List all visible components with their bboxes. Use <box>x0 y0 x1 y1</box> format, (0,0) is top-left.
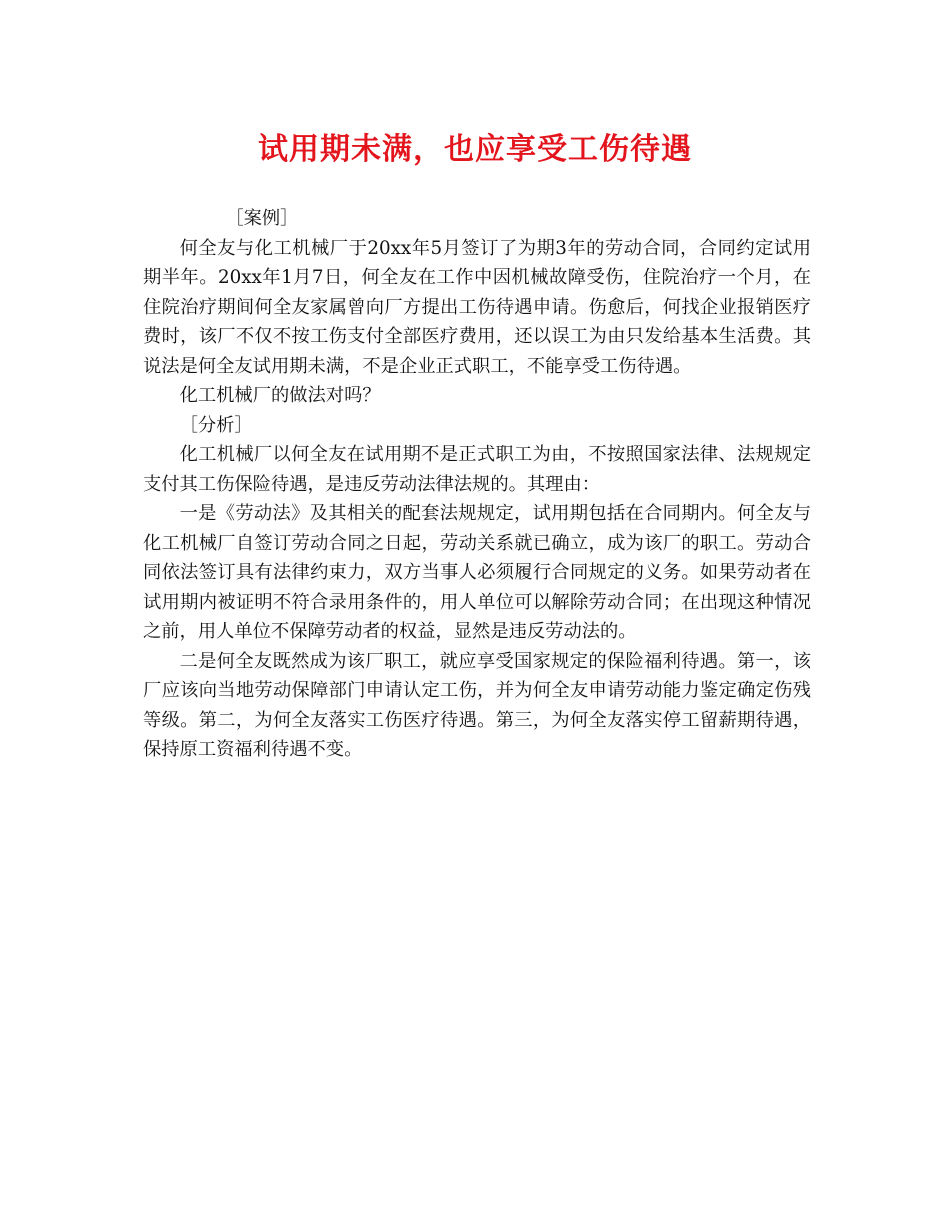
case-heading: ［案例］ <box>225 208 299 229</box>
analysis-heading: ［分析］ <box>179 414 253 436</box>
question-paragraph: 化工机械厂的做法对吗？ <box>179 385 381 406</box>
reason-one-paragraph: 一是《劳动法》及其相关的配套法规规定，试用期包括在合同期内。何全友与化工机械厂自签订劳动合同之日起，劳动关系就已确立，成为该厂的职工。劳动合同依法签订具有法律约束力，双方当事人必须履行合同规定的义务。如果劳动者在试用期内被证明不符合录用条件的，用人单位可以解除劳动合同；在出现这种情况之前，用人单位不保障劳动者的权益，显然是违反劳动法的。 <box>143 503 811 642</box>
document-body <box>143 204 811 765</box>
case-paragraph: 何全友与化工机械厂于20xx年5月签订了为期3年的劳动合同，合同约定试用期半年。20xx年1月7日，何全友在工作中因机械故障受伤，住院治疗一个月，在住院治疗期间何全友家属曾向厂方提出工伤待遇申请。伤愈后，何找企业报销医疗费时，该厂不仅不按工伤支付全部医疗费用，还以误工为由只发给基本生活费。其说法是何全友试用期未满，不是企业正式职工，不能享受工伤待遇。 <box>143 237 811 377</box>
document-title: 试用期未满，也应享受工伤待遇 <box>258 132 692 167</box>
reason-two-paragraph: 二是何全友既然成为该厂职工，就应享受国家规定的保险福利待遇。第一，该厂应该向当地劳动保障部门申请认定工伤，并为何全友申请劳动能力鉴定确定伤残等级。第二，为何全友落实工伤医疗待遇。第三，为何全友落实停工留薪期待遇，保持原工资福利待遇不变。 <box>143 650 811 760</box>
analysis-intro-paragraph: 化工机械厂以何全友在试用期不是正式职工为由，不按照国家法律、法规规定支付其工伤保险待遇，是违反劳动法律法规的。其理由： <box>143 444 811 495</box>
